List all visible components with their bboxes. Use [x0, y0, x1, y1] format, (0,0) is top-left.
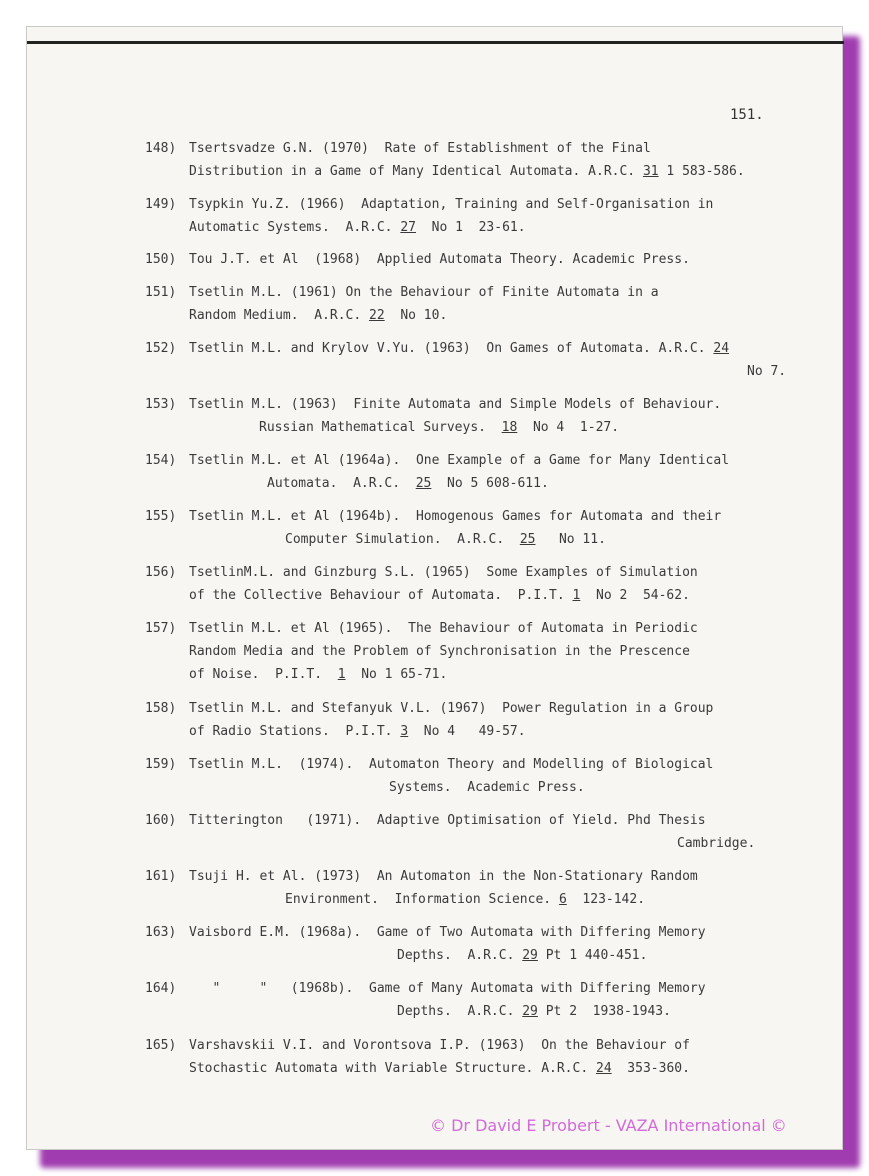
- volume-number: 24: [713, 341, 730, 356]
- ref-number: 157): [145, 621, 177, 636]
- ref-number: 165): [145, 1038, 177, 1053]
- ref-line-2: Distribution in a Game of Many Identical Automata. A.R.C. 31 1 583-586.: [189, 164, 745, 179]
- ref-line-2: Cambridge.: [677, 836, 756, 851]
- ref-line-1: Tsypkin Yu.Z. (1966) Adaptation, Training and Self-Organisation in: [189, 197, 714, 212]
- ref-number: 159): [145, 757, 177, 772]
- ref-number: 153): [145, 397, 177, 412]
- ref-line-2: of Radio Stations. P.I.T. 3 No 4 49-57.: [189, 724, 526, 739]
- ref-line-3: of Noise. P.I.T. 1 No 1 65-71.: [189, 667, 448, 682]
- volume-number: 27: [400, 220, 416, 235]
- ref-number: 161): [145, 869, 177, 884]
- ref-number: 150): [145, 252, 177, 267]
- ref-number: 158): [145, 701, 177, 716]
- ref-line-2: Systems. Academic Press.: [389, 780, 585, 795]
- ref-line-1: Titterington (1971). Adaptive Optimisation of Yield. Phd Thesis: [189, 813, 706, 828]
- copyright-watermark: © Dr David E Probert - VAZA International ©: [430, 1116, 787, 1135]
- ref-number: 148): [145, 141, 177, 156]
- ref-line-1: Tsetlin M.L. et Al (1964a). One Example of a Game for Many Identical: [189, 453, 730, 468]
- ref-line-1: Varshavskii V.I. and Vorontsova I.P. (1963) On the Behaviour of: [189, 1038, 690, 1053]
- volume-number: 22: [369, 308, 385, 323]
- volume-number: 18: [501, 420, 518, 435]
- ref-line-2: Depths. A.R.C. 29 Pt 1 440-451.: [397, 948, 648, 963]
- ref-line-1: Tsuji H. et Al. (1973) An Automaton in the Non-Stationary Random: [189, 869, 698, 884]
- ref-number: 155): [145, 509, 177, 524]
- ref-line-2: Automata. A.R.C. 25 No 5 608-611.: [267, 476, 549, 491]
- ref-line-1: TsetlinM.L. and Ginzburg S.L. (1965) Some Examples of Simulation: [189, 565, 698, 580]
- ref-line-1: Tsertsvadze G.N. (1970) Rate of Establishment of the Final: [189, 141, 651, 156]
- ref-line-1: Vaisbord E.M. (1968a). Game of Two Automata with Differing Memory: [189, 925, 706, 940]
- ref-line-1: Tsetlin M.L. and Stefanyuk V.L. (1967) Power Regulation in a Group: [189, 701, 714, 716]
- ref-number: 152): [145, 341, 177, 356]
- page-number: 151.: [730, 107, 764, 123]
- ref-line-2: Depths. A.R.C. 29 Pt 2 1938-1943.: [397, 1004, 671, 1019]
- volume-number: 1: [337, 667, 346, 682]
- ref-line-2: Computer Simulation. A.R.C. 25 No 11.: [285, 532, 606, 547]
- ref-number: 156): [145, 565, 177, 580]
- ref-line-1: Tou J.T. et Al (1968) Applied Automata Theory. Academic Press.: [189, 252, 690, 267]
- ref-line-2: Environment. Information Science. 6 123-142.: [285, 892, 646, 907]
- ref-number: 154): [145, 453, 177, 468]
- ref-line-1: Tsetlin M.L. (1961) On the Behaviour of Finite Automata in a: [189, 285, 659, 300]
- ref-line-2: Random Media and the Problem of Synchronisation in the Prescence: [189, 644, 690, 659]
- ref-line-1: Tsetlin M.L. and Krylov V.Yu. (1963) On Games of Automata. A.R.C. 24: [189, 341, 730, 356]
- ref-line-1: Tsetlin M.L. et Al (1965). The Behaviour of Automata in Periodic: [189, 621, 698, 636]
- volume-number: 29: [522, 1004, 538, 1019]
- ref-number: 164): [145, 981, 177, 996]
- volume-number: 31: [642, 164, 659, 179]
- ref-line-1: Tsetlin M.L. (1974). Automaton Theory and Modelling of Biological: [189, 757, 714, 772]
- volume-number: 3: [400, 724, 409, 739]
- ref-line-1: " " (1968b). Game of Many Automata with Differing Memory: [189, 981, 706, 996]
- volume-number: 25: [415, 476, 432, 491]
- ref-line-2: Russian Mathematical Surveys. 18 No 4 1-27.: [259, 420, 620, 435]
- ref-line-2: of the Collective Behaviour of Automata. P.I.T. 1 No 2 54-62.: [189, 588, 690, 603]
- volume-number: 6: [558, 892, 567, 907]
- volume-number: 1: [572, 588, 581, 603]
- ref-number: 151): [145, 285, 177, 300]
- ref-line-2: No 7.: [747, 364, 787, 379]
- volume-number: 24: [596, 1061, 612, 1076]
- top-edge-line: [27, 41, 844, 44]
- volume-number: 25: [519, 532, 536, 547]
- volume-number: 29: [522, 948, 538, 963]
- ref-number: 163): [145, 925, 177, 940]
- ref-number: 149): [145, 197, 177, 212]
- ref-line-2: Automatic Systems. A.R.C. 27 No 1 23-61.: [189, 220, 526, 235]
- ref-line-1: Tsetlin M.L. et Al (1964b). Homogenous Games for Automata and their: [189, 509, 722, 524]
- ref-line-2: Stochastic Automata with Variable Structure. A.R.C. 24 353-360.: [189, 1061, 690, 1076]
- document-page: [26, 26, 843, 1150]
- ref-line-2: Random Medium. A.R.C. 22 No 10.: [189, 308, 448, 323]
- ref-line-1: Tsetlin M.L. (1963) Finite Automata and Simple Models of Behaviour.: [189, 397, 722, 412]
- ref-number: 160): [145, 813, 177, 828]
